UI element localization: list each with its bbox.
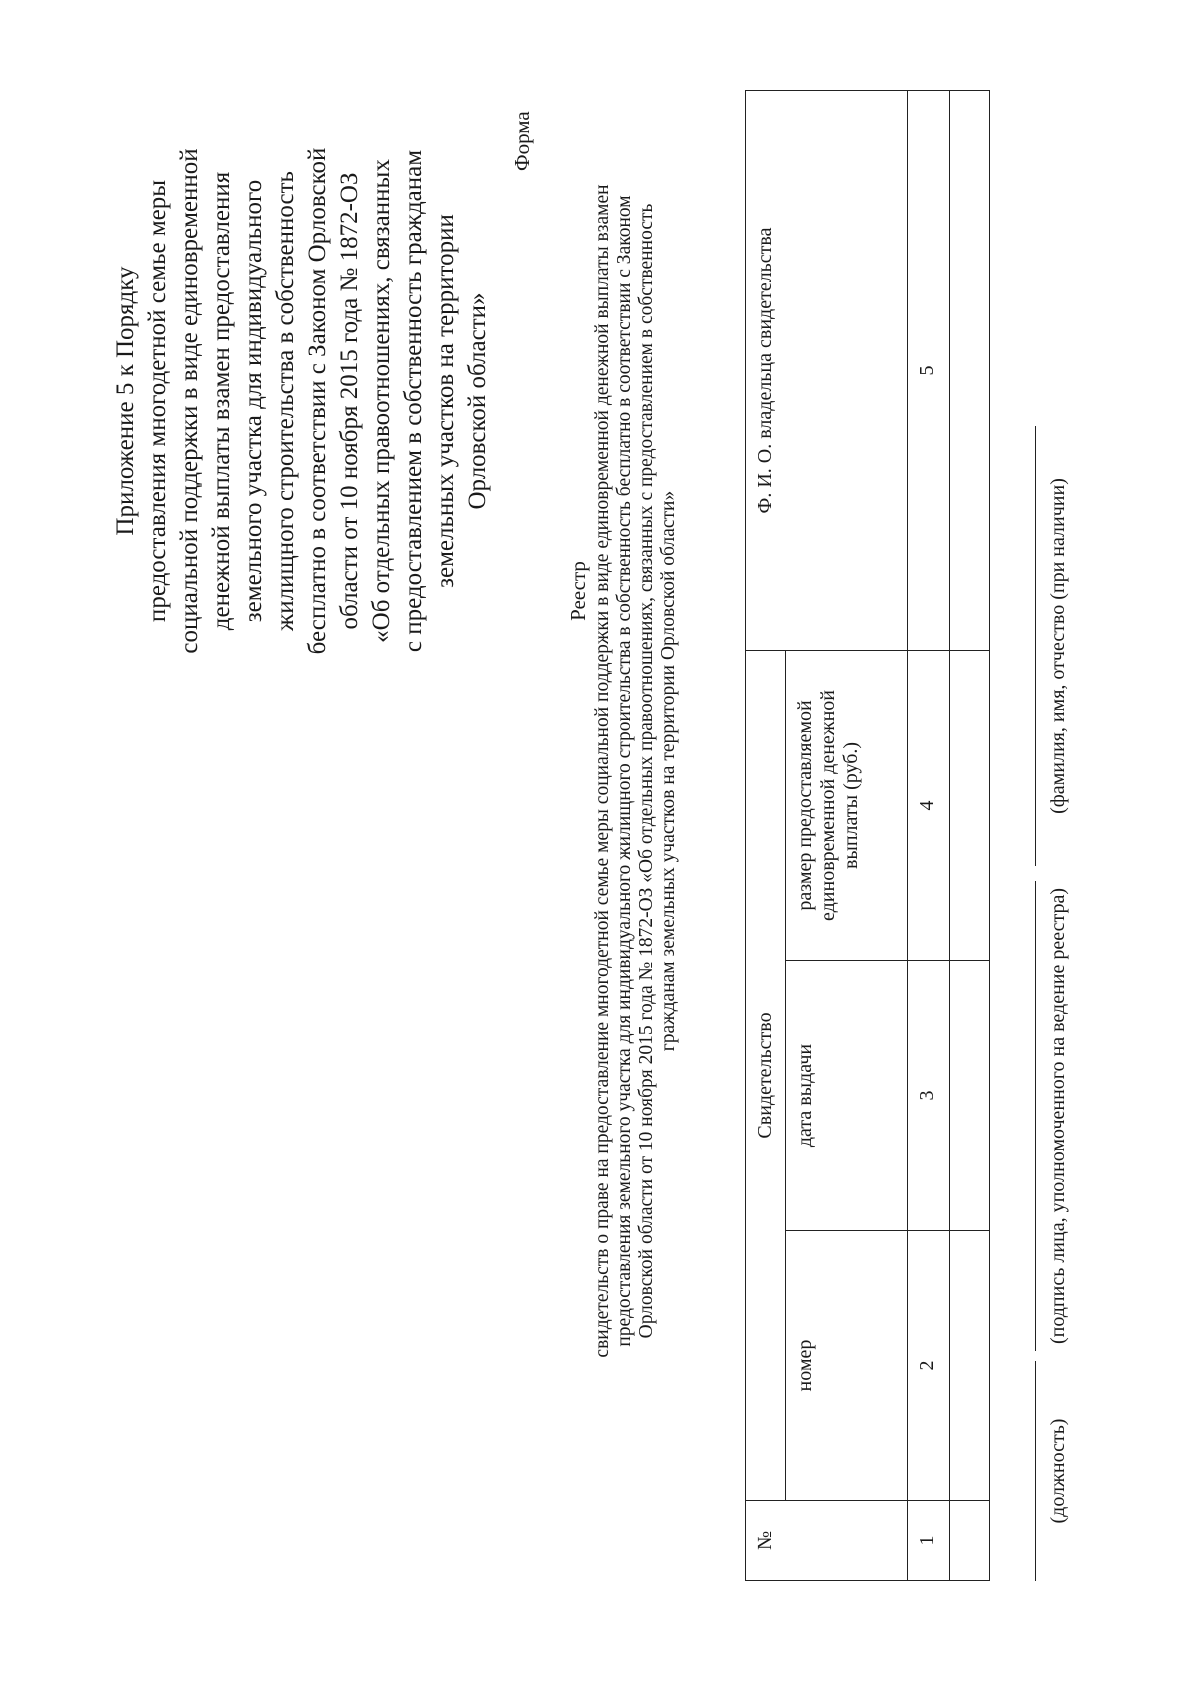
appendix-line: с предоставлением в собственность гражданам [400, 149, 427, 653]
empty-cell [950, 1501, 990, 1581]
appendix-line: предоставления многодетной семье меры [144, 179, 171, 623]
appendix-line: бесплатно в соответствии с Законом Орловской [304, 147, 331, 655]
signature-line [1035, 1361, 1036, 1581]
register-title: Реестр [566, 561, 590, 621]
header-no: № [746, 1501, 908, 1581]
signature-line [1035, 426, 1036, 866]
form-label: Форма [510, 111, 534, 171]
appendix-line: области от 10 ноября 2015 года № 1872-ОЗ [336, 172, 363, 630]
appendix-line: жилищного строительства в собственность [272, 171, 299, 631]
signature-position [1035, 1361, 1070, 1581]
header-issue-date: дата выдачи [786, 961, 908, 1231]
appendix-line: земельного участка для индивидуального [240, 179, 267, 623]
appendix-line: социальной поддержки в виде единовременной [176, 148, 203, 654]
index-cell-3: 3 [908, 961, 950, 1231]
empty-cell [950, 1231, 990, 1501]
empty-cell [950, 650, 990, 960]
index-cell-4: 4 [908, 650, 950, 960]
signature-line [1035, 881, 1036, 1351]
header-certificate: Свидетельство [746, 650, 786, 1500]
register-subtitle-line: гражданам земельных участков на территории Орловской области» [658, 490, 679, 1052]
appendix-line: Приложение 5 к Порядку [112, 266, 139, 536]
index-cell-2: 2 [908, 1231, 950, 1501]
register-subtitle [592, 71, 680, 1471]
appendix-line: земельных участков на территории [432, 214, 459, 588]
signature-sign-caption: (подпись лица, уполномоченного на ведение реестра) [1047, 887, 1069, 1345]
register-subtitle-line: свидетельств о праве на предоставление многодетной семье меры социальной поддержки в виде единовременной денежной выплаты взамен [592, 184, 613, 1358]
signature-sign [1035, 881, 1070, 1351]
signature-fullname-caption: (фамилия, имя, отчество (при наличии) [1047, 478, 1069, 814]
register-subtitle-line: Орловской области от 10 ноября 2015 года № 1872-ОЗ «Об отдельных правоотношениях, связанных с предоставлением в собственность [636, 203, 657, 1339]
appendix-header [110, 81, 494, 721]
appendix-line: «Об отдельных правоотношениях, связанных [368, 159, 395, 643]
register-table [745, 90, 990, 1581]
empty-cell [950, 961, 990, 1231]
header-amount: размер предоставляемой единовременной денежной выплаты (руб.) [786, 650, 908, 960]
signature-position-caption: (должность) [1047, 1418, 1069, 1524]
index-cell-1: 1 [908, 1501, 950, 1581]
appendix-line: денежной выплаты взамен предоставления [208, 171, 235, 631]
register-subtitle-line: предоставления земельного участка для индивидуального жилищного строительства в собственность бесплатно в соответствии с Законом [614, 195, 635, 1347]
header-owner: Ф. И. О. владельца свидетельства [746, 90, 908, 650]
index-cell-5: 5 [908, 90, 950, 650]
header-number: номер [786, 1231, 908, 1501]
signature-fullname [1035, 426, 1070, 866]
empty-cell [950, 90, 990, 650]
appendix-line: Орловской области» [464, 292, 491, 510]
